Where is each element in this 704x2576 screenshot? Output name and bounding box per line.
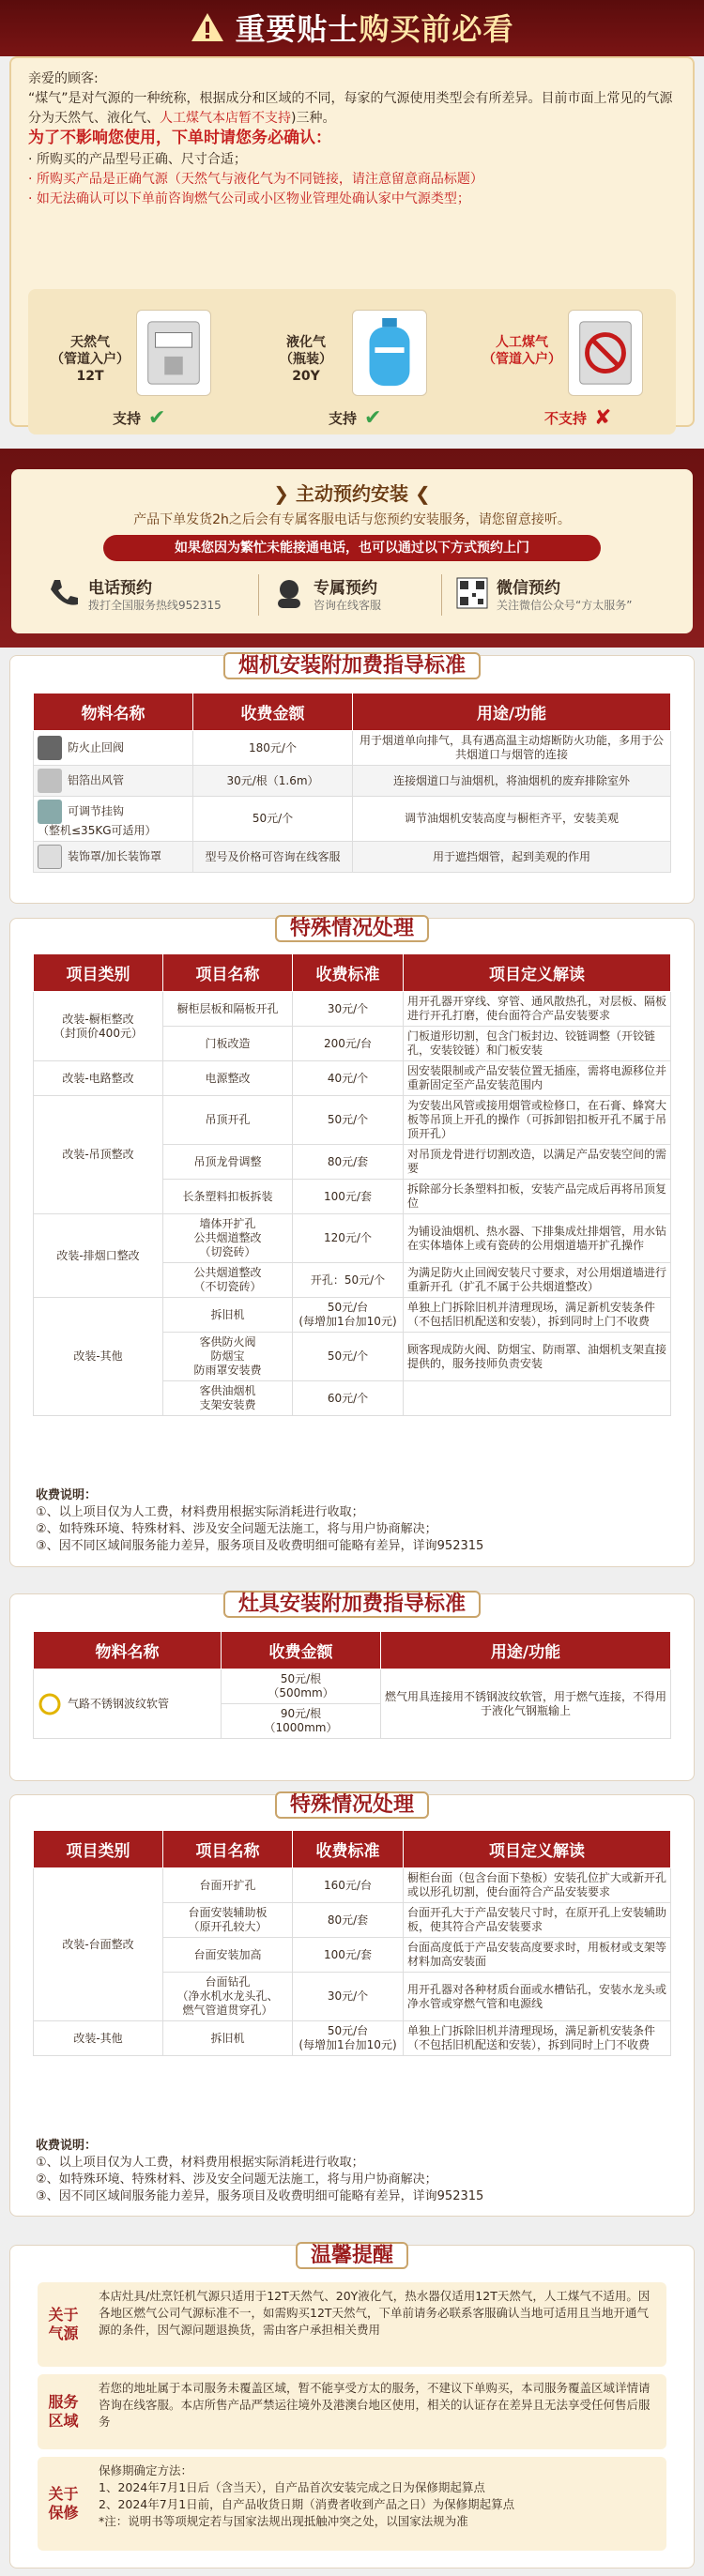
def-cell: [404, 1381, 671, 1416]
def-cell: 为满足防火止回阀安装尺寸要求，对公用烟道墙进行重新开孔（扩孔不属于公共烟道整改）: [404, 1263, 671, 1298]
table-row: 铝箔出风管: [34, 766, 193, 797]
fee-cell: 60元/个: [293, 1381, 404, 1416]
fee-cell: 80元/套: [293, 1145, 404, 1180]
hood-fee-title: 烟机安装附加费指导标准: [0, 649, 704, 678]
warning-icon: [190, 11, 225, 43]
intro-text: “煤气”是对气源的一种统称，根据成分和区域的不同，每家的气源使用类型会有所差异。目前市面上常见的气源分为天然气、液化气、人工煤气本店暂不支持)三种。: [28, 91, 673, 126]
def-cell: 用开孔器开穿线、穿管、通风散热孔，对层板、隔板进行开孔打磨，使台面符合产品安装要求: [404, 992, 671, 1027]
table-row: [34, 2021, 671, 2056]
appointment-title: ❯ 主动预约安装 ❮: [273, 482, 431, 505]
fee-cell: 40元/个: [293, 1061, 404, 1096]
special1-notes: 收费说明： ①、以上项目仅为人工费，材料费用根据实际消耗进行收取； ②、如特殊环境、特殊材料、涉及安全问题无法施工，将与用户协商解决； ③、因不同区域间服务能力差异，服务项目及收费明细可能略有差异，详询952315: [36, 1488, 484, 1553]
def-cell: 台面开孔大于产品安装尺寸时，在原开孔上安装辅助板，使其符合产品安装要求: [404, 1903, 671, 1938]
title-main: 重要贴士: [235, 11, 360, 47]
fee-cell: 50元/台 (每增加1台加10元): [293, 2021, 404, 2056]
special2-title: 特殊情况处理: [0, 1789, 704, 1818]
fee-cell: 50元/台 (每增加1台加10元): [293, 1298, 404, 1333]
reminder-warranty: 关于 保修 保修期确定方法： 1、2024年7月1日后（含当天），自产品首次安装完成之日为保修期起算点 2、2024年7月1日前，自产品收货日期（消费者收到产品之日）为保修期起算点 *注：说明书等项规定若与国家法规出现抵触冲突之处，以国家法规为准: [38, 2457, 666, 2551]
confirm-title: 为了不影响您使用，下单时请您务必确认：: [28, 129, 331, 147]
special1-table: 项目类别 项目名称 收费标准 项目定义解读 改装-橱柜整改 （封顶价400元） 橱柜层板和隔板开孔 30元/个 用开孔器开穿线、穿管、通风散热孔，对层板、隔板进行开孔打磨，使台面符合产品安装要求 门板改造 200元/台 门板道形切割，包含门板封边、铰链调整（开铰链孔，安装铰链）和门板安装 改装-电路整改 电源整改 40元/个 因安装限制或产品安装位置无插座，需将电源移位并重新固定至产品安装范围内 改装-吊顶整改 吊顶开孔 50元/个 为安装出风管或接用烟管或检修口，在石膏、蜂窝大板等吊顶上开孔的操作（可拆卸铝扣板开孔不属于吊顶开孔） 吊顶龙骨调整 80元/套 对吊顶龙骨进行切割改造，以满足产品安装空间的需要 长条塑料扣板拆装 100元/套 拆除部分长条塑料扣板，安装产品完成后再将吊顶复位 改装-排烟口整改 墙体开扩孔 公共烟道整改 （切瓷砖） 120元/个 为铺设油烟机、热水器、下排集成灶排烟管，用水钻在实体墙体上或有瓷砖的公用烟道墙开扩孔操作 公共烟道整改 （不切瓷砖） 开孔：50元/个 为满足防火止回阀安装尺寸要求，对公用烟道墙进行重新开孔（扩孔不属于公共烟道整改） 改装-其他 拆旧机 50元/台 (每增加1台加10元) 单独上门拆除旧机并清理现场，满足新机安装条件（不包括旧机配送和安装），拆到同时上门不收费 客供防火阀 防烟宝 防雨罩安装费 50元/个 顾客现成防火阀、防烟宝、防雨罩、油烟机支架直接提供的，服务技师负责安装 客供油烟机 支架安装费 60元/个: [33, 953, 671, 1416]
name-cell: 电源整改: [163, 1061, 293, 1096]
special2-table: 项目类别 项目名称 收费标准 项目定义解读 改装-台面整改 台面开扩孔 160元/台 橱柜台面（包含台面下垫板）安装孔位扩大或新开孔或以形孔切割，使台面符合产品安装要求 台面安装辅助板 （原开孔较大） 80元/套 台面开孔大于产品安装尺寸时，在原开孔上安装辅助板，使其符合产品安装要求 台面安装加高 100元/套 台面高度低于产品安装高度要求时，用板材或支架等材料加高安装面 台面钻孔 （净水机水龙头孔、 燃气管道贯穿孔） 30元/个 用开孔器对各种材质台面或水槽钻孔，安装水龙头或净水管或穿燃气管和电源线 改装-其他 拆旧机 50元/台 (每增加1台加10元) 单独上门拆除旧机并清理现场，满足新机安装条件（不包括旧机配送和安装），拆到同时上门不收费: [33, 1830, 671, 2056]
def-cell: 对吊顶龙骨进行切割改造，以满足产品安装空间的需要: [404, 1145, 671, 1180]
gas-status: 支持 ✔: [113, 406, 166, 430]
phone-icon: [47, 576, 81, 610]
gas-types: [28, 289, 676, 434]
fee-cell: 50元/个: [293, 1096, 404, 1145]
gas-status: 不支持 ✘: [544, 406, 612, 430]
reminder-title: 温馨提醒: [0, 2239, 704, 2268]
category-cell: 改装-台面整改: [34, 1868, 163, 2021]
category-cell: 改装-排烟口整改: [34, 1214, 163, 1298]
name-cell: 门板改造: [163, 1027, 293, 1061]
category-cell: 改装-橱柜整改 （封顶价400元）: [34, 992, 163, 1061]
duct-icon: [38, 769, 62, 793]
valve-icon: [38, 736, 62, 760]
def-cell: 用开孔器对各种材质台面或水槽钻孔，安装水龙头或净水管或穿燃气管和电源线: [404, 1973, 671, 2021]
name-cell: 台面安装加高: [163, 1938, 293, 1973]
fee-cell: 30元/个: [293, 1973, 404, 2021]
gas-manmade: [479, 298, 666, 430]
table-row: 装饰罩/加长装饰罩: [34, 842, 193, 873]
table-row: 可调节挂钩 （整机≤35KG可适用）: [34, 797, 193, 842]
table-row: 防火止回阀: [34, 731, 193, 766]
def-cell: 门板道形切割，包含门板封边、铰链调整（开铰链孔，安装铰链）和门板安装: [404, 1027, 671, 1061]
special1-title: 特殊情况处理: [0, 912, 704, 941]
name-cell: 公共烟道整改 （不切瓷砖）: [163, 1263, 293, 1298]
stove-fee-title: 灶具安装附加费指导标准: [0, 1588, 704, 1617]
category-cell: 改装-其他: [34, 2021, 163, 2056]
page-title: [0, 0, 704, 54]
bullet-consult: · 如无法确认可以下单前咨询燃气公司或小区物业管理处确认家中气源类型；: [28, 191, 470, 206]
name-cell: 拆旧机: [163, 1298, 293, 1333]
def-cell: 橱柜台面（包含台面下垫板）安装孔位扩大或新开孔或以形孔切割，使台面符合产品安装要求: [404, 1868, 671, 1903]
check-icon: ✔: [364, 406, 382, 430]
def-cell: 为铺设油烟机、热水器、下排集成灶排烟管，用水钻在实体墙体上或有瓷砖的公用烟道墙开扩孔操作: [404, 1214, 671, 1263]
check-icon: ✔: [148, 406, 166, 430]
name-cell: 台面安装辅助板 （原开孔较大）: [163, 1903, 293, 1938]
table-row: [34, 1214, 671, 1263]
agent-icon: [272, 576, 306, 610]
table-row: [34, 1868, 671, 1903]
def-cell: 顾客现成防火阀、防烟宝、防雨罩、油烟机支架直接提供的，服务技师负责安装: [404, 1333, 671, 1381]
table-row: [34, 992, 671, 1027]
cross-icon: ✘: [594, 406, 612, 430]
name-cell: 长条塑料扣板拆装: [163, 1180, 293, 1214]
appointment-desc: 产品下单发货2h之后会有专属客服电话与您预约安装服务，请您留意接听。: [133, 512, 571, 527]
stove-fee-table: 物料名称 收费金额 用途/功能 气路不锈钢波纹软管 50元/根 （500mm） 燃气用具连接用不锈钢波纹软管，用于燃气连接，不得用于液化气钢瓶输上 90元/根 （1000mm）: [33, 1631, 671, 1739]
fee-cell: 200元/台: [293, 1027, 404, 1061]
name-cell: 吊顶开孔: [163, 1096, 293, 1145]
qr-code-icon: [455, 576, 489, 610]
def-cell: 单独上门拆除旧机并清理现场，满足新机安装条件（不包括旧机配送和安装），拆到同时上门不收费: [404, 1298, 671, 1333]
def-cell: 为安装出风管或接用烟管或检修口，在石膏、蜂窝大板等吊顶上开孔的操作（可拆卸铝扣板开孔不属于吊顶开孔）: [404, 1096, 671, 1145]
def-cell: 因安装限制或产品安装位置无插座，需将电源移位并重新固定至产品安装范围内: [404, 1061, 671, 1096]
def-cell: 拆除部分长条塑料扣板，安装产品完成后再将吊顶复位: [404, 1180, 671, 1214]
title-sub: 购买前必看: [359, 11, 514, 47]
def-cell: 单独上门拆除旧机并清理现场，满足新机安装条件（不包括旧机配送和安装），拆到同时上门不收费: [404, 2021, 671, 2056]
contact-phone[interactable]: 电话预约 拨打全国服务热线952315: [47, 572, 263, 619]
table-row: 气路不锈钢波纹软管: [34, 1669, 222, 1739]
name-cell: 台面开扩孔: [163, 1868, 293, 1903]
name-cell: 橱柜层板和隔板开孔: [163, 992, 293, 1027]
category-cell: 改装-其他: [34, 1298, 163, 1416]
divider: [441, 574, 442, 616]
reminder-area: 服务 区域 若您的地址属于本司服务未覆盖区域，暂不能享受方太的服务，不建议下单购买，本司服务覆盖区域详情请咨询在线客服。本店所售产品严禁运往境外及港澳台地区使用，相关的认证存在差异且无法享受任何售后服务: [38, 2374, 666, 2449]
gas-cylinder-icon: [352, 310, 427, 396]
hood-fee-table: 物料名称 收费金额 用途/功能 防火止回阀 180元/个 用于烟道单向排气，具有遇高温主动熔断防火功能，多用于公共烟道口与烟管的连接 铝箔出风管 30元/根（1.6m） 连接烟道口与油烟机，将油烟机的废弃排除室外 可调节挂钩 （整机≤35KG可适用） 50元/个 调节油烟机安装高度与橱柜齐平，安装美观 装饰罩/加长装饰罩 型号及价格可咨询在线客服 用于遮挡烟管，起到美观的作用: [33, 693, 671, 873]
fee-cell: 80元/套: [293, 1903, 404, 1938]
fee-cell: 30元/个: [293, 992, 404, 1027]
gas-natural: [47, 298, 235, 430]
hose-icon: [38, 1692, 62, 1716]
name-cell: 台面钻孔 （净水机水龙头孔、 燃气管道贯穿孔）: [163, 1973, 293, 2021]
bullet-gas: · 所购买产品是正确气源（天然气与液化气为不同链接，请注意留意商品标题）: [28, 172, 483, 187]
table-row: [34, 1096, 671, 1145]
divider: [258, 574, 259, 616]
gas-meter-forbidden-icon: [568, 310, 643, 396]
gas-lpg: [263, 298, 451, 430]
gas-status: 支持 ✔: [329, 406, 382, 430]
fee-cell: 100元/套: [293, 1938, 404, 1973]
fee-cell: 100元/套: [293, 1180, 404, 1214]
bullet-model: · 所购买的产品型号正确、尺寸合适；: [28, 152, 247, 167]
fee-cell: 160元/台: [293, 1868, 404, 1903]
gas-label: 人工煤气 （管道入户）: [482, 335, 561, 367]
gas-label: 天然气 （管道入户） 12T: [51, 335, 130, 384]
reminder-gas: 关于 气源 本店灶具/灶烹饪机气源只适用于12T天然气、20Y液化气，热水器仅适用12T天然气，人工煤气不适用。因各地区燃气公司气源标准不一，如需购买12T天然气，下单前请务必联系客服确认当地可适用且当地开通气源的条件，因气源问题退换货，需由客户承担相关费用: [38, 2282, 666, 2367]
hook-icon: [38, 800, 62, 824]
name-cell: 客供油烟机 支架安装费: [163, 1381, 293, 1416]
table-row: [34, 1298, 671, 1333]
greeting: 亲爱的顾客:: [28, 71, 99, 86]
name-cell: 吊顶龙骨调整: [163, 1145, 293, 1180]
name-cell: 墙体开扩孔 公共烟道整改 （切瓷砖）: [163, 1214, 293, 1263]
gas-label: 液化气 （瓶装） 20Y: [280, 335, 332, 384]
fee-cell: 120元/个: [293, 1214, 404, 1263]
contact-service[interactable]: 专属预约 咨询在线客服: [272, 572, 488, 619]
def-cell: 台面高度低于产品安装高度要求时，用板材或支架等材料加高安装面: [404, 1938, 671, 1973]
fee-cell: 50元/个: [293, 1333, 404, 1381]
name-cell: 拆旧机: [163, 2021, 293, 2056]
table-row: [34, 1061, 671, 1096]
fee-cell: 开孔：50元/个: [293, 1263, 404, 1298]
appointment-alt: 如果您因为繁忙未能接通电话，也可以通过以下方式预约上门: [103, 535, 601, 561]
cover-icon: [38, 845, 62, 869]
name-cell: 客供防火阀 防烟宝 防雨罩安装费: [163, 1333, 293, 1381]
contact-wechat[interactable]: 微信预约 关注微信公众号“方太服务”: [455, 572, 690, 619]
category-cell: 改装-吊顶整改: [34, 1096, 163, 1214]
gas-meter-icon: [136, 310, 211, 396]
special2-notes: 收费说明： ①、以上项目仅为人工费，材料费用根据实际消耗进行收取； ②、如特殊环境、特殊材料、涉及安全问题无法施工，将与用户协商解决； ③、因不同区域间服务能力差异，服务项目及收费明细可能略有差异，详询952315: [36, 2139, 484, 2203]
category-cell: 改装-电路整改: [34, 1061, 163, 1096]
